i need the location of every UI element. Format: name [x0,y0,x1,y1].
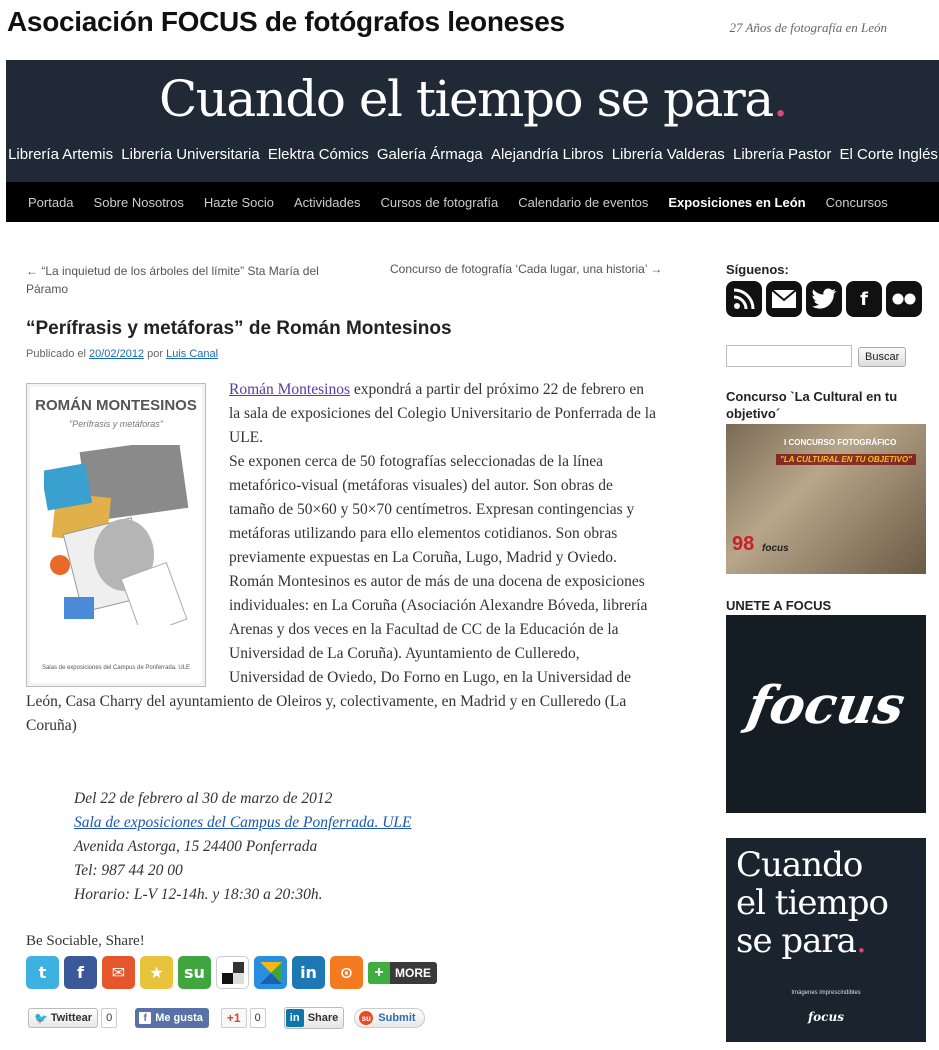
nav-item-exposiciones[interactable]: Exposiciones en León [668,194,806,210]
twitter-share-icon[interactable]: t [26,956,59,989]
post-meta: Publicado el 20/02/2012 por Luis Canal [26,348,219,360]
contest-focus-logo: focus [762,543,789,554]
follow-icons [726,281,926,317]
favorite-share-icon[interactable]: ★ [140,956,173,989]
twitter-bird-icon: 🐦 [34,1012,48,1025]
cuando-banner-title: Cuando el tiempo se para. [736,845,888,961]
venue-hours: Horario: L-V 12-14h. y 18:30 a 20:30h. [74,886,323,903]
exhibition-info [74,787,412,907]
contest-image[interactable] [726,424,926,574]
store-link[interactable]: Librería Universitaria [121,146,260,163]
cuando-banner[interactable] [726,838,926,1042]
facebook-like-button[interactable]: f Me gusta [135,1008,209,1028]
google-plus-button[interactable]: +1 [221,1008,247,1028]
facebook-icon[interactable]: f [846,281,882,317]
post-content: Román Montesinos expondrá a partir del próximo 22 de febrero en la sala de exposiciones del Colegio Universitario de Ponferrada de la ULE. Se exponen cerca de 50 fotografías seleccionadas de la línea metafórico-visual (metáforas visuales) del autor. Son obras de tamaño de 50×60 y 50×70 centímetros. Expresan contingencias y metáforas utilizando para ello elementos cotidianos. Son obras previamente expuestas en La Coruña, Lugo, Madrid y Oviedo. Román Montesinos es autor de más de una docena de exposiciones individuales: en La Coruña (Asociación Alexandre Bóveda, librería Arenas y dos veces en la Facultad de CC de la Educación de la Universidad de La Coruña). Ayuntamiento de Culleredo, Universidad de Oviedo, Do Forno en Lugo, en la Universidad de León, Casa Charry del ayuntamiento de Oleiros y, colectivamente, en Madrid y en Culleredo (La Coruña) [26,381,656,734]
linkedin-icon: in [286,1009,304,1027]
header-banner[interactable] [6,60,939,182]
email-icon[interactable] [766,281,802,317]
author-link[interactable]: Román Montesinos [229,381,350,398]
tweet-button[interactable]: 🐦 Twittear [28,1008,98,1028]
more-share-button[interactable]: + MORE [368,962,437,984]
exhibition-poster[interactable] [26,383,206,687]
post-date-link[interactable]: 20/02/2012 [89,348,145,360]
stumbleupon-icon: su [359,1011,373,1025]
nav-item-calendario[interactable]: Calendario de eventos [518,194,649,210]
google-share-icon[interactable] [254,956,287,989]
join-heading: UNETE A FOCUS [726,598,832,613]
nav-item-cursos[interactable]: Cursos de fotografía [380,194,499,210]
follow-heading: Síguenos: [726,262,789,277]
next-post-link[interactable]: Concurso de fotografía ‘Cada lugar, una historia’ → [390,262,663,276]
rss-icon[interactable] [726,281,762,317]
linkedin-share-button[interactable]: in Share [284,1007,345,1029]
stumbleupon-submit-button[interactable]: su Submit [354,1008,424,1028]
venue-phone: Tel: 987 44 20 00 [74,862,183,879]
store-link[interactable]: Librería Artemis [8,146,114,163]
tweet-count: 0 [101,1008,117,1028]
store-link[interactable]: Librería Pastor [732,146,832,163]
poster-artwork [44,445,189,625]
sidebar [726,262,926,277]
poster-footer: Salas de exposiciones del Campus de Ponferrada. ULE [41,665,191,671]
share-icons [26,956,437,989]
venue-link[interactable]: Sala de exposiciones del Campus de Ponferrada. ULE [74,814,412,831]
flickr-icon[interactable] [886,281,922,317]
store-link[interactable]: Elektra Cómics [267,146,369,163]
store-link[interactable]: El Corte Inglés [839,146,938,163]
exhibition-dates: Del 22 de febrero al 30 de marzo de 2012 [74,790,333,807]
banner-title: Cuando el tiempo se para. [158,70,788,128]
stumble-share-icon[interactable]: ⊙ [330,956,363,989]
contest-banner-line1: I CONCURSO FOTOGRÁFICO [784,438,897,447]
contest-title: Concurso `La Cultural en tu objetivo´ [726,389,898,421]
email-share-icon[interactable]: ✉ [102,956,135,989]
main-nav [6,182,939,222]
facebook-share-icon[interactable]: f [64,956,97,989]
post-author-link[interactable]: Luis Canal [166,348,219,360]
cuando-banner-logo: focus [808,1010,844,1024]
twitter-icon[interactable] [806,281,842,317]
banner-store-links [6,146,939,163]
contest-banner-line2: "LA CULTURAL EN TU OBJETIVO" [776,454,916,465]
search-input[interactable] [726,345,852,367]
focus-logo: focus [742,675,910,736]
site-title[interactable]: Asociación FOCUS de fotógrafos leoneses [7,6,565,37]
share-title: Be Sociable, Share! [26,933,145,949]
focus-logo-banner[interactable] [726,615,926,813]
site-description: 27 Años de fotografía en León [729,20,887,35]
store-link[interactable]: Alejandría Libros [490,146,604,163]
linkedin-share-icon[interactable]: in [292,956,325,989]
search-button[interactable]: Buscar [858,347,906,367]
nav-item-hazte-socio[interactable]: Hazte Socio [203,194,274,210]
contest-logo-number: 98 [732,533,755,555]
facebook-icon: f [139,1012,151,1024]
store-link[interactable]: Librería Valderas [611,146,725,163]
nav-item-portada[interactable]: Portada [28,194,74,210]
venue-address: Avenida Astorga, 15 24400 Ponferrada [74,838,318,855]
nav-item-sobre-nosotros[interactable]: Sobre Nosotros [93,194,184,210]
poster-subtitle: "Perífrasis y metáforas" [69,419,163,429]
post-title[interactable]: “Perífrasis y metáforas” de Román Montesinos [26,318,452,339]
stumbleupon-share-icon[interactable]: su [178,956,211,989]
social-buttons [28,1007,425,1029]
cuando-banner-tagline: Imágenes imprescindibles [791,990,861,996]
nav-item-concursos[interactable]: Concursos [825,194,888,210]
store-link[interactable]: Galería Ármaga [376,146,483,163]
delicious-share-icon[interactable] [216,956,249,989]
poster-artist-name: ROMÁN MONTESINOS [35,397,197,414]
google-plus-count: 0 [250,1008,266,1028]
previous-post-link[interactable]: ← “La inquietud de los árboles del límite” Sta María del Páramo [26,264,319,296]
nav-item-actividades[interactable]: Actividades [293,194,361,210]
